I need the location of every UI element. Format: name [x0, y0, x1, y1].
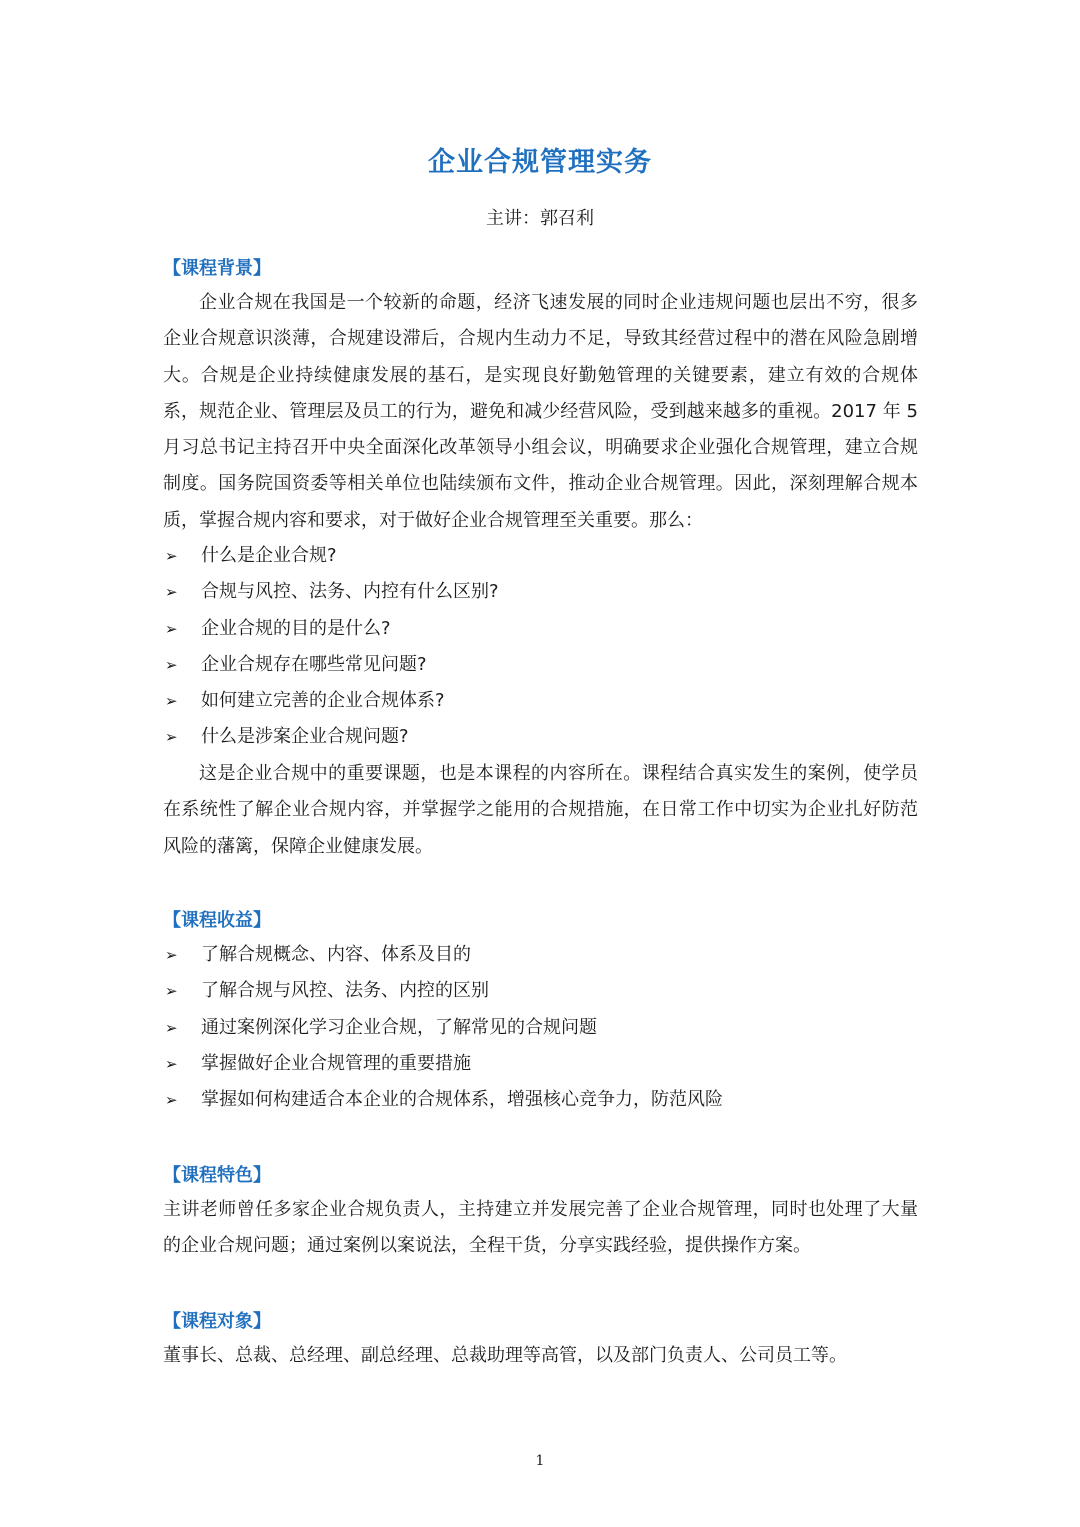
- lecturer-line: 主讲：郭召利: [486, 208, 594, 229]
- list-item: [163, 574, 918, 610]
- background-intro-paragraph: 企业合规在我国是一个较新的命题，经济飞速发展的同时企业违规问题也层出不穷，很多企业合规意识淡薄，合规建设滞后，合规内生动力不足，导致其经营过程中的潜在风险急剧增大。合规是企业持续健康发展的基石，是实现良好勤勉管理的关键要素，建立有效的合规体系，规范企业、管理层及员工的行为，避免和减少经营风险，受到越来越多的重视。2017 年 5 月习总书记主持召开中央全面深化改革领导小组会议，明确要求企业强化合规管理，建立合规制度。国务院国资委等相关单位也陆续颁布文件，推动企业合规管理。因此，深刻理解合规本质，掌握合规内容和要求，对于做好企业合规管理至关重要。那么：: [163, 292, 918, 531]
- arrow-bullet-icon: ➢: [165, 547, 178, 565]
- benefits-list: [163, 937, 918, 1118]
- question-text: 如何建立完善的企业合规体系?: [201, 690, 445, 712]
- benefit-text: 掌握如何构建适合本企业的合规体系，增强核心竞争力，防范风险: [201, 1089, 723, 1111]
- arrow-bullet-icon: ➢: [165, 982, 178, 1001]
- list-item: [163, 1082, 918, 1118]
- benefit-text: 掌握做好企业合规管理的重要措施: [201, 1052, 471, 1074]
- arrow-bullet-icon: ➢: [165, 1054, 178, 1073]
- arrow-bullet-icon: ➢: [165, 655, 178, 674]
- arrow-bullet-icon: ➢: [165, 583, 178, 602]
- benefit-text: 了解合规与风控、法务、内控的区别: [201, 980, 489, 1002]
- section-heading-features: 【课程特色】: [163, 1165, 271, 1186]
- question-text: 什么是企业合规?: [201, 545, 337, 566]
- section-heading-background: 【课程背景】: [163, 258, 271, 279]
- page-number: 1: [535, 1453, 545, 1469]
- benefit-text: 了解合规概念、内容、体系及目的: [201, 944, 471, 965]
- audience-paragraph: 董事长、总裁、总经理、副总经理、总裁助理等高管，以及部门负责人、公司员工等。: [163, 1345, 847, 1366]
- list-item: [163, 647, 918, 683]
- section-heading-benefits: 【课程收益】: [163, 910, 271, 931]
- question-text: 企业合规存在哪些常见问题?: [201, 653, 427, 675]
- arrow-bullet-icon: ➢: [165, 728, 178, 747]
- list-item: [163, 611, 918, 647]
- question-text: 什么是涉案企业合规问题?: [201, 726, 409, 748]
- section-heading-audience: 【课程对象】: [163, 1311, 271, 1332]
- list-item: [163, 538, 918, 574]
- background-question-list: [163, 538, 918, 756]
- list-item: [163, 1046, 918, 1082]
- list-item: [163, 719, 918, 755]
- benefit-text: 通过案例深化学习企业合规，了解常见的合规问题: [201, 1016, 597, 1038]
- arrow-bullet-icon: ➢: [165, 946, 178, 964]
- list-item: [163, 937, 918, 973]
- list-item: [163, 683, 918, 719]
- question-text: 企业合规的目的是什么?: [201, 617, 391, 639]
- document-title: 企业合规管理实务: [428, 147, 652, 178]
- arrow-bullet-icon: ➢: [165, 619, 178, 638]
- arrow-bullet-icon: ➢: [165, 1018, 178, 1037]
- list-item: [163, 973, 918, 1009]
- arrow-bullet-icon: ➢: [165, 1091, 178, 1110]
- question-text: 合规与风控、法务、内控有什么区别?: [201, 581, 499, 603]
- list-item: [163, 1010, 918, 1046]
- background-closing-paragraph: 这是企业合规中的重要课题，也是本课程的内容所在。课程结合真实发生的案例，使学员在系统性了解企业合规内容，并掌握学之能用的合规措施，在日常工作中切实为企业扎好防范风险的藩篱，保障企业健康发展。: [163, 763, 918, 857]
- features-paragraph: 主讲老师曾任多家企业合规负责人，主持建立并发展完善了企业合规管理，同时也处理了大量的企业合规问题；通过案例以案说法，全程干货，分享实践经验，提供操作方案。: [163, 1199, 918, 1257]
- arrow-bullet-icon: ➢: [165, 692, 178, 711]
